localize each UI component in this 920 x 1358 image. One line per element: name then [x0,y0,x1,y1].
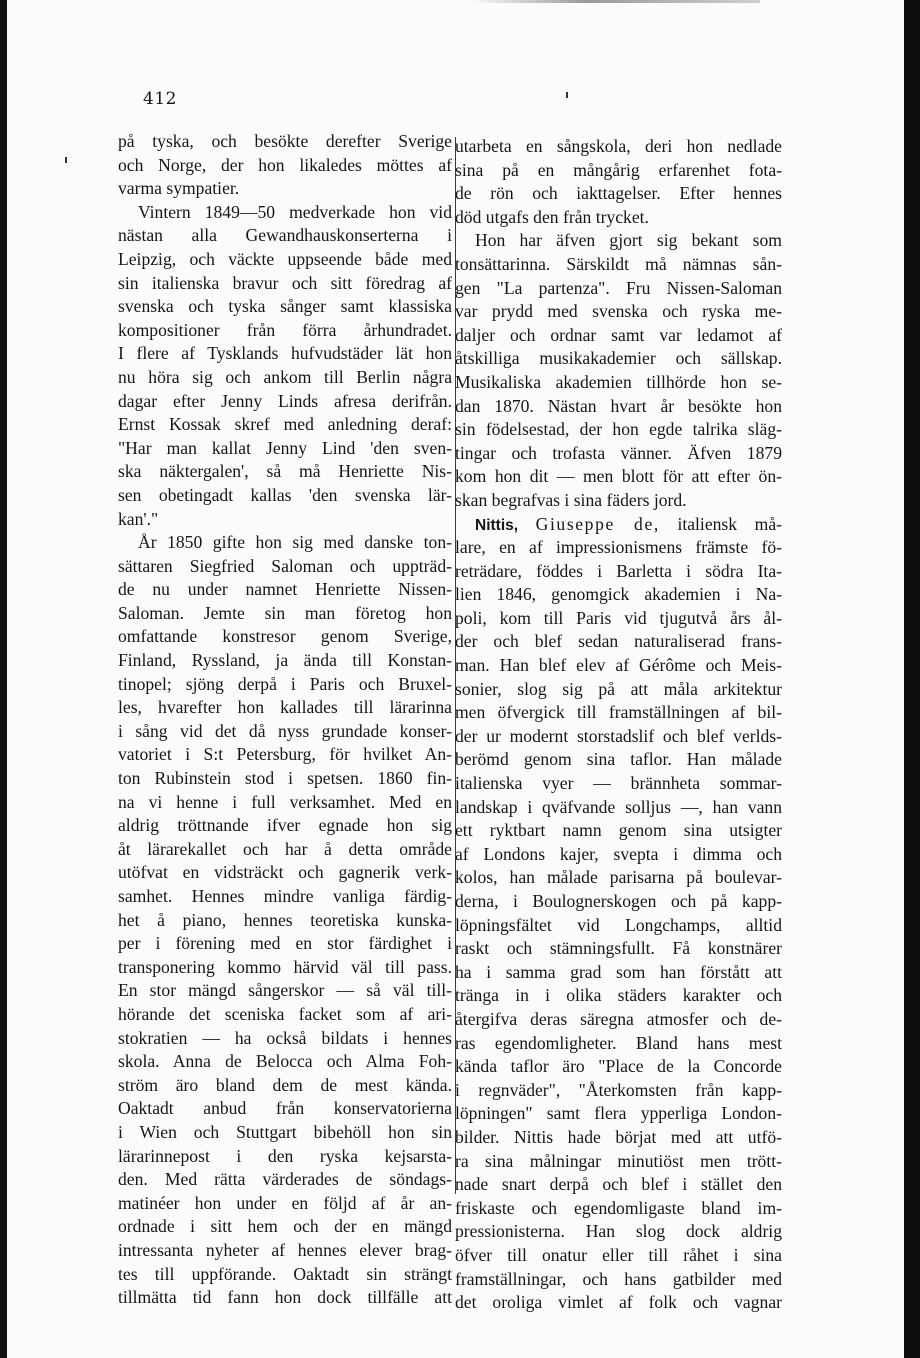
left-column [118,130,452,1310]
text-line: och Norge, der hon likaledes möttes af [118,154,452,175]
text-line: nu höra sig och ankom till Berlin några [118,366,452,387]
text-line: öfver till onatur eller till råhet i sina [455,1244,782,1265]
text-line: I flere af Tysklands hufvudstäder lät hon [118,343,452,364]
text-line: Finland, Ryssland, ja ända till Konstan- [118,650,452,671]
entry-headword: Nittis, [475,516,519,534]
text-line: skola. Anna de Belocca och Alma Foh- [118,1051,452,1072]
text-line: tes till uppförande. Oaktadt sin strängt [118,1263,452,1284]
text-line: tinopel; sjöng derpå i Paris och Bruxel- [118,673,452,694]
text-line: sättaren Siegfried Saloman och uppträd- [118,555,452,576]
text-line: det oroliga vimlet af folk och vagnar [455,1292,782,1313]
text-line: ras egendomligheter. Bland hans mest [455,1032,782,1053]
scan-border-right [904,0,920,1358]
text-line: sonier, slog sig på att måla arkitektur [455,678,782,699]
text-line: åt lärarekallet och har å detta område [118,838,452,859]
text-line: Vintern 1849—50 medverkade hon vid [138,201,452,222]
text-line: pressionisterna. Han slog dock aldrig [455,1221,782,1242]
text-line: dan 1870. Nästan hvart år besökte hon [455,395,782,416]
entry-given-name: Giuseppe de, [535,513,660,534]
text-line: var prydd med svenska och ryska me- [455,301,782,322]
text-line: reträdare, föddes i Barletta i södra Ita- [455,560,782,581]
text-line: ha i samma grad som han förstått att [455,961,782,982]
text-line: de nu under namnet Henriette Nissen- [118,579,452,600]
text-line: återgifva deras säregna atmosfer och de- [455,1008,782,1029]
scan-speck [566,92,568,98]
entry-line-rest: italiensk må- [677,513,782,534]
text-line: nade snart derpå och blef i stället den [455,1174,782,1195]
text-line: ett ryktbart namn genom sina utsigter [455,820,782,841]
text-line: af Londons kajer, svepta i dimma och [455,843,782,864]
text-line: poli, kom till Paris vid tjugutvå års ål- [455,607,782,628]
text-line: åtskilliga musikakademier och sällskap. [455,348,782,369]
text-line: utöfvat en vidsträckt och gagnerik verk- [118,862,452,883]
text-line: tonsättarinna. Särskildt må nämnas sån- [455,253,782,274]
text-line: ska näktergalen', så må Henriette Nis- [118,461,452,482]
scan-border-left [0,0,7,1358]
text-line: transponering kommo härvid väl till pass. [118,956,452,977]
text-line: ra sina målningar minutiöst men trött- [455,1150,782,1171]
text-line: friskaste och egendomligaste bland im- [455,1197,782,1218]
text-line: kända taflor äro "Place de la Concorde [455,1056,782,1077]
text-line: per i förening med en stor färdighet i [118,933,452,954]
text-line: het å piano, hennes teoretiska kunska- [118,909,452,930]
text-line: tränga in i olika städers karakter och [455,985,782,1006]
text-line: lien 1846, genomgick akademien i Na- [455,584,782,605]
text-line: sin födelsestad, der hon egde talrika släg- [455,419,782,440]
text-line: En stor mängd sångerskor — så väl till- [118,980,452,1001]
text-line: aldrig tröttnande ifver egnade hon sig [118,815,452,836]
text-line: ström äro bland dem de mest kända. [118,1074,452,1095]
text-line: omfattande konstresor genom Sverige, [118,626,452,647]
page-number: 412 [143,89,177,109]
text-line: lärarinnepost i den ryska kejsarsta- [118,1145,452,1166]
text-line: intressanta nyheter af hennes elever brag- [118,1239,452,1260]
text-line: tingar och trofasta vänner. Äfven 1879 [455,442,782,463]
text-line: Leipzig, och väckte uppseende både med [118,248,452,269]
text-line: les, hvarefter hon kallades till lärarinna [118,697,452,718]
text-line: italienska vyer — brännheta sommar- [455,773,782,794]
right-column [455,135,782,1315]
text-line: i regnväder", "Återkomsten från kapp- [455,1079,782,1100]
text-line: stokratien — ha också bildats i hennes [118,1027,452,1048]
text-line: gen "La partenza". Fru Nissen-Saloman [455,277,782,298]
text-line: nästan alla Gewandhauskonserterna i [118,225,452,246]
text-line: vatoriet i S:t Petersburg, för hvilket An- [118,744,452,765]
text-line: kan'." [118,508,159,529]
text-line: derna, i Boulognerskogen och på kapp- [455,891,782,911]
entry-heading-line [455,513,782,537]
text-line: Musikaliska akademien tillhörde hon se- [455,371,782,392]
text-line: bilder. Nittis hade börjat med att utfö- [455,1126,782,1147]
text-line: daljer och ordnar samt var ledamot af [455,324,782,345]
text-line: berömd genom sina taflor. Han målade [455,749,782,770]
text-line: i sång vid det då nyss grundade konser- [118,720,452,741]
text-line: na vi henne i full verksamhet. Med en [118,791,452,812]
text-line: död utgafs den från trycket. [455,206,649,227]
text-line: skan begrafvas i sina fäders jord. [455,489,687,510]
text-line: kolos, han målade parisarna på boulevar- [455,867,782,888]
text-line: i Wien och Stuttgart bibehöll hon sin [118,1121,452,1142]
text-line: på tyska, och besökte derefter Sverige [118,131,452,151]
text-line: de rön och iakttagelser. Efter hennes [455,183,782,204]
text-line: tillmätta tid fann hon dock tillfälle att [118,1287,452,1308]
text-line: "Har man kallat Jenny Lind 'den sven- [118,437,452,458]
text-line: samhet. Hennes mindre vanliga färdig- [118,886,452,906]
text-line: raskt och stämningsfullt. Få konstnärer [455,938,782,959]
text-line: kompositioner från förra århundradet. [118,319,452,340]
text-line: sen obetingadt kallas 'den svenska lär- [118,484,452,505]
text-line: utarbeta en sångskola, deri hon nedlade [455,136,782,156]
text-line: sina på en mångårig erfarenhet fota- [455,159,782,180]
text-line: svenska och tyska sånger samt klassiska [118,296,452,317]
scan-border-top [470,0,760,3]
text-line: Ernst Kossak skref med anledning deraf: [118,414,452,435]
text-line: Saloman. Jemte sin man företog hon [118,602,452,623]
text-line: matinéer hon under en följd af år an- [118,1192,452,1213]
text-line: kom hon dit — men blott för att efter ön- [455,466,782,487]
text-line: landskap i qväfvande solljus —, han vann [455,796,782,817]
text-line: men öfvergick till framställningen af bil- [455,702,782,723]
text-line: dagar efter Jenny Linds afresa derifrån. [118,390,452,411]
scan-speck [65,157,67,163]
text-line: ton Rubinstein stod i spetsen. 1860 fin- [118,768,452,789]
text-line: varma sympatier. [118,178,240,199]
text-line: löpningen" samt flera ypperliga London- [455,1103,782,1124]
text-line: Oaktadt anbud från konservatorierna [118,1098,452,1119]
text-line: hörande det sceniska facket som af ari- [118,1003,452,1024]
text-line: der ur modernt storstadslif och blef verlds- [455,725,782,746]
text-line: man. Han blef elev af Gérôme och Meis- [455,655,782,676]
text-line: År 1850 gifte hon sig med danske ton- [138,532,452,553]
text-line: löpningsfältet vid Longchamps, alltid [455,914,782,935]
text-line: framställningar, och hans gatbilder med [455,1268,782,1289]
text-line: sin italienska bravur och sitt föredrag af [118,272,452,293]
text-line: ordnade i sitt hem och der en mängd [118,1216,452,1237]
text-line: den. Med rätta värderades de söndags- [118,1169,452,1190]
text-line: Hon har äfven gjort sig bekant som [475,230,782,251]
text-line: der och blef sedan naturaliserad frans- [455,631,782,652]
text-line: lare, en af impressionismens främste fö- [455,537,782,558]
